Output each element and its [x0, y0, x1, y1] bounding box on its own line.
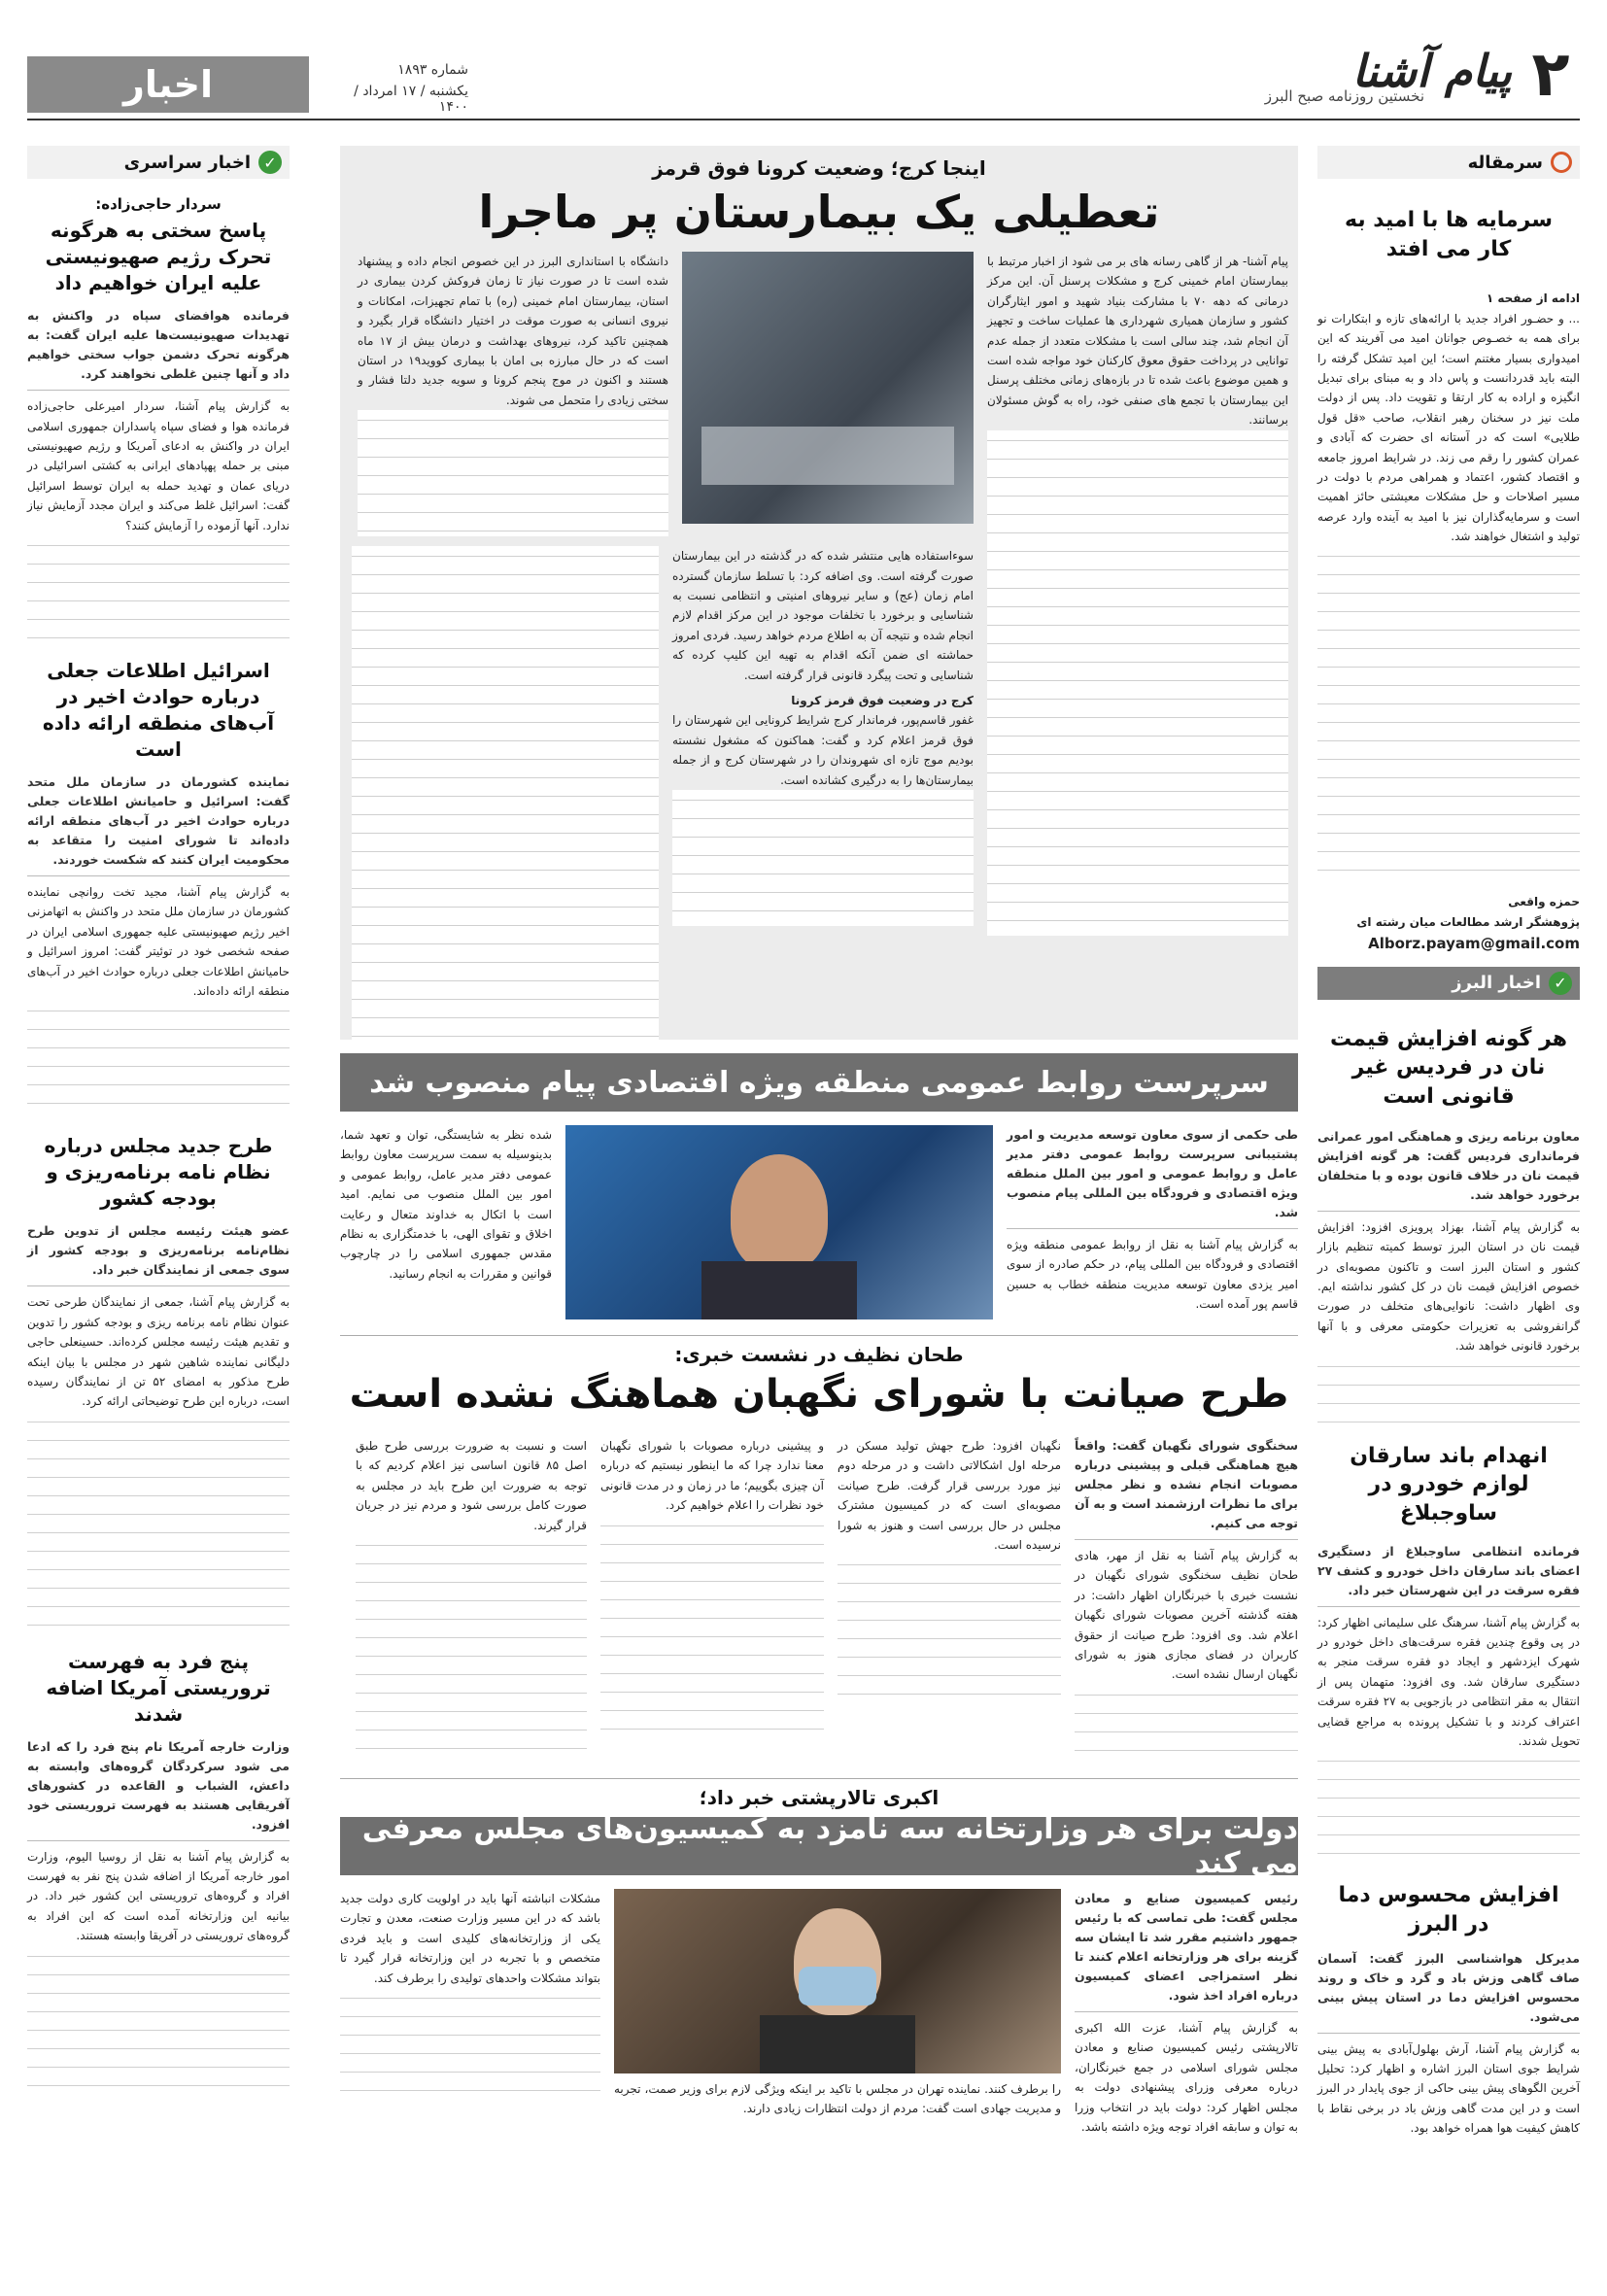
- editorial-label: سرمقاله: [1467, 152, 1543, 173]
- story1-box: [340, 146, 1298, 1040]
- alborz-story2-lead: فرمانده انتظامی ساوجبلاغ از دستگیری اعضای باند سارقان داخل خودرو و کشف ۲۷ فقره سرقت در این شهرستان خبر داد.: [1317, 1542, 1580, 1607]
- nation-story3-lead: عضو هیئت رئیسه مجلس از تدوین طرح نظام‌نامه برنامه‌ریزی و بودجه کشور از سوی جمعی از نمایندگان خبر داد.: [27, 1221, 290, 1286]
- checkmark-icon: ✓: [1549, 972, 1572, 995]
- story3-kicker: طحان نظیف در نشست خبری:: [674, 1343, 964, 1366]
- story2-col-a: [1007, 1125, 1298, 1319]
- story4-divider: [340, 1778, 1298, 1779]
- nation-story2-filler: [27, 1001, 290, 1117]
- section-title: اخبار: [27, 56, 309, 113]
- story4-body-c: مشکلات انباشته آنها باید در اولویت کاری دولت جدید باشد که در این مسیر وزارت صنعت، معدن و تجارت یکی از وزارتخانه‌های کلیدی است و باید فردی متخصص و با تجربه در این وزارتخانه قرار گیرد تا بتواند مشکلات واحدهای تولیدی را برطرف کند.: [340, 1892, 600, 1985]
- nation-story4-title: پنج فرد به فهرست تروریستی آمریکا اضافه شدند: [46, 1649, 271, 1726]
- center-column: [340, 146, 1298, 2151]
- nation-story4-lead: وزارت خارجه آمریکا نام پنج فرد را که ادعا می شود سرکردگان گروه‌های وابسته به داعش، الشباب و القاعده در کشورهای آفریقایی هستند به فهرست تروریستی خود افزود.: [27, 1737, 290, 1841]
- left-column: [27, 146, 290, 2092]
- story1-kicker: اینجا کرج؛ وضعیت کرونا فوق قرمز: [652, 156, 986, 180]
- story2-body-a: به گزارش پیام آشنا به نقل از روابط عمومی منطقه ویژه اقتصادی و فرودگاه بین المللی پیام، در حکم صادره از سوی امیر یزدی معاون توسعه مدیریت منطقه خطاب به حسین قاسم پور آمده است.: [1007, 1238, 1298, 1312]
- nation-story2-lead: نماینده کشورمان در سازمان ملل متحد گفت: اسرائیل و حامیانش اطلاعات جعلی درباره حوادث اخیر در آب‌های منطقه ارائه داده‌اند تا شورای امنیت را متقاعد به محکومیت ایران کنند که شکست خوردند.: [27, 772, 290, 876]
- story4-col-bc: [614, 1889, 1061, 2151]
- editorial-title: سرمایه ها با امید به کار می افتد: [1345, 208, 1553, 261]
- nation-story2-body: به گزارش پیام آشنا، مجید تخت روانچی نماینده کشورمان در سازمان ملل متحد در واکنش به اتهامزنی اخیر رژیم صهیونیستی علیه جمهوری اسلامی ایران در صفحه شخصی خود در توئیتر گفت: امروز اسرائیل و حامیانش اطلاعات جعلی درباره حوادث اخیر در آب‌های منطقه ارائه داده‌اند.: [27, 884, 290, 998]
- issue-number: شماره ۱۸۹۳: [397, 62, 468, 78]
- story3-col-b-filler: [838, 1555, 1061, 1710]
- story3-lead: سخنگوی شورای نگهبان گفت: واقعاً هیچ هماهنگی قبلی و پیشینی درباره مصوبات انجام نشده و نظر مجلس برای ما نظرات ارزشمند است و به آن توجه می کنیم.: [1075, 1436, 1298, 1540]
- story3-body-d: است و نسبت به ضرورت بررسی طرح طبق اصل ۸۵ قانون اساسی نیز اعلام کردیم که با توجه به ضرورت این طرح باید در مجلس به صورت کامل بررسی شود و مردم نیز در جریان قرار گیرند.: [356, 1439, 587, 1532]
- story2-title-banner: [340, 1053, 1298, 1112]
- alborz-story3-body: به گزارش پیام آشنا، آرش بهلول‌آبادی به پیش بینی شرایط جوی استان البرز اشاره و اظهار کرد: تحلیل آخرین الگوهای پیش بینی حاکی از جوی پایدار در البرز است و در این مدت گاهی وزش باد در برخی نقاط با کاهش کیفیت هوا همراه خواهد بود.: [1317, 2041, 1580, 2136]
- nation-story4-filler: [27, 1946, 290, 2092]
- appointee-portrait-photo: [565, 1125, 993, 1319]
- story1-columns: [350, 252, 1288, 1051]
- editorial-header: [1317, 146, 1580, 179]
- story4-col-d-filler: [340, 1988, 600, 2105]
- alborz-story3-lead: مدیرکل هواشناسی البرز گفت: آسمان صاف گاهی وزش باد و گرد و خاک و روند محسوس افزایش دما در استان پیش بینی می‌شود.: [1317, 1949, 1580, 2034]
- masked-official-photo: [614, 1889, 1061, 2073]
- story3-divider: [340, 1335, 1298, 1336]
- tagline: نخستین روزنامه صبح البرز: [1264, 87, 1424, 105]
- nation-story1-filler: [27, 535, 290, 642]
- editorial-email: Alborz.payam@gmail.com: [1368, 935, 1580, 953]
- story4-title-banner: [340, 1812, 1298, 1880]
- editorial-author-role: پژوهشگر ارشد مطالعات میان رشته ای: [1356, 914, 1580, 929]
- newspaper-logo: پیام آشنا: [1351, 45, 1512, 97]
- story3-col-c-filler: [600, 1516, 824, 1730]
- story2-col-b: [340, 1125, 552, 1319]
- nation-story3-filler: [27, 1412, 290, 1635]
- alborz-story1-filler: [1317, 1356, 1580, 1424]
- editorial-body-filler: [1317, 546, 1580, 886]
- masthead: [27, 39, 1580, 124]
- story4-lead: رئیس کمیسیون صنایع و معادن مجلس گفت: طی تماسی که با رئیس جمهور داشتیم مقرر شد تا ایشان سه گزینه برای هر وزارتخانه اعلام کنند تا نظر استمزاجی اعضای کمیسیون درباره افراد اخذ شود.: [1075, 1889, 1298, 2012]
- story3-col-b: [838, 1436, 1061, 1766]
- story4-col-a: [1075, 1889, 1298, 2151]
- story4-kicker: اکبری تالارپشتی خبر داد؛: [699, 1786, 940, 1809]
- story3-body-c: و پیشینی درباره مصوبات با شورای نگهبان معنا ندارد چرا که ما اینطور نیستیم که درباره آن چیزی بگوییم؛ ما در زمان و در مدت قانونی خود نظرات را اعلام خواهیم کرد.: [600, 1439, 824, 1513]
- story3-columns: [340, 1436, 1298, 1766]
- story1-col-e: [352, 546, 659, 1051]
- story1-bottom-row: [352, 546, 974, 1051]
- story3-col-a: [1075, 1436, 1298, 1766]
- story3-body-b: نگهبان افزود: طرح جهش تولید مسکن در مرحله اول اشکالاتی داشت و در مرحله دوم نیز مورد بررسی قرار گرفت. طرح صیانت مصوبه‌ای است که در کمیسیون مشترک مجلس در حال بررسی است و هنوز به شورا نرسیده است.: [838, 1439, 1061, 1552]
- target-icon: [1551, 152, 1572, 173]
- story3-col-a-filler: [1075, 1685, 1298, 1753]
- nation-story1-title: پاسخ سختی به هرگونه تحرک رژیم صهیونیستی علیه ایران خواهیم داد: [45, 219, 272, 295]
- alborz-story2-filler: [1317, 1751, 1580, 1868]
- masthead-rule: [27, 119, 1580, 120]
- alborz-story2-title: انهدام باند سارقان لوازم خودرو در ساوجبلاغ: [1350, 1443, 1548, 1525]
- story1-col-bc: [352, 252, 974, 1051]
- nation-story3-body: به گزارش پیام آشنا، جمعی از نمایندگان طرحی تحت عنوان نظام نامه برنامه ریزی و بودجه کشور را تدوین و تقدیم هیئت رئیسه مجلس کرده‌اند. حسینعلی حاجی دلیگانی نماینده شاهین شهر در مجلس با بیان اینکه طرح مذکور به امضای ۵۲ تن از نمایندگان رسیده است، درباره این طرح توضیحاتی ارائه کرد.: [27, 1295, 290, 1409]
- issue-date: یکشنبه / ۱۷ امرداد / ۱۴۰۰: [354, 84, 468, 115]
- story4-title: دولت برای هر وزارتخانه سه نامزد به کمیسیون‌های مجلس معرفی می کند: [361, 1812, 1298, 1880]
- story1-body-d: غفور قاسم‌پور، فرماندار کرج شرایط کرونایی این شهرستان را فوق قرمز اعلام کرد و گفت: هماکنون که مشغول نشسته بودیم موج تازه ای شهروندان را در شهرستان کرج و از جمله بیمارستان‌ها را به درگیری کشانده است.: [672, 713, 974, 787]
- story4-col-d: [340, 1889, 600, 2151]
- nation-story4-body: به گزارش پیام آشنا به نقل از روسیا الیوم، وزارت امور خارجه آمریکا از اضافه شدن پنج نفر به فهرست افراد و گروه‌های تروریستی این کشور خبر داد. در بیانیه این وزارتخانه آمده است که این افراد به گروه‌های تروریستی در آفریقا وابسته هستند.: [27, 1849, 290, 1943]
- alborz-story2-body: به گزارش پیام آشنا، سرهنگ علی سلیمانی اظهار کرد: در پی وقوع چندین فقره سرقت‌های داخل خودرو در شهرک ایزدشهر و ایجاد دو فقره سرقت منجر به دستگیری سارقان شد. وی افزود: متهمان پس از انتقال به مقر انتظامی در بازجویی به ۲۷ فقره سرقت اعتراف کردند و با تشکیل پرونده به مراجع قضایی تحویل شدند.: [1317, 1615, 1580, 1748]
- story1-title: تعطیلی یک بیمارستان پر ماجرا: [478, 186, 1160, 238]
- story2-title: سرپرست روابط عمومی منطقه ویژه اقتصادی پیام منصوب شد: [369, 1065, 1269, 1100]
- alborz-story1-lead: معاون برنامه ریزی و هماهنگی امور عمرانی فرمانداری فردیس گفت: هر گونه افزایش قیمت نان در خلاف قانون بوده و با متخلفان برخورد خواهد شد.: [1317, 1127, 1580, 1212]
- nation-story1-lead: فرمانده هوافضای سپاه در واکنش به تهدیدات صهیونیست‌ها علیه ایران گفت: به هرگونه تحرک دشمن جواب سختی خواهیم داد و آنها چنین غلطی نخواهند کرد.: [27, 306, 290, 391]
- nation-story1-kicker: سردار حاجی‌زاده:: [95, 195, 222, 213]
- story3-body-a: به گزارش پیام آشنا به نقل از مهر، هادی طحان نظیف سخنگوی شورای نگهبان در نشست خبری با خبرنگاران اظهار داشت: در هفته گذشته آخرین مصوبات شورای نگهبان اعلام شد. وی افزود: طرح صیانت از حقوق کاربران در فضای مجازی هنوز به شورای نگهبان ارسال نشده است.: [1075, 1549, 1298, 1682]
- story1-col-e-filler: [352, 546, 659, 1051]
- story3-title: طرح صیانت با شورای نگهبان هماهنگ نشده است: [349, 1372, 1289, 1417]
- story1-body-a: پیام آشنا- هر از گاهی رسانه های بر می شود از اخبار مرتبط با بیمارستان امام خمینی کرج و مشکلات پرسنل آن. این مرکز درمانی که دهه ۷۰ با مشارکت بنیاد شهید و امور ایثارگران کشور و سازمان همیاری شهرداری ها عملیات ساخت و تجهیز آن انجام شد، چند سالی است با مشکلات متعدد از جمله عدم توانایی در پرداخت حقوق معوق کارکنان خود مواجه شده است و همین موضوع باعث شده تا در بازه‌های زمانی مختلف پرسنل این بیمارستان با تجمع های صنفی خود، راه به گوش مسئولان برسانند.: [987, 255, 1288, 428]
- alborz-story3-title: افزایش محسوس دما در البرز: [1338, 1883, 1559, 1937]
- story3-col-d-filler: [356, 1535, 587, 1749]
- nationwide-news-header: [27, 146, 290, 179]
- alborz-news-header: [1317, 967, 1580, 1000]
- story3-col-c: [600, 1436, 824, 1766]
- story4-body-b: را برطرف کنند. نماینده تهران در مجلس با تاکید بر اینکه ویژگی لازم برای وزیر صمت، تجربه و مدیریت جهادی است گفت: مردم از دولت انتظارات زیادی دارند.: [614, 2082, 1061, 2116]
- story4-row: [340, 1889, 1298, 2151]
- nation-story2-title: اسرائیل اطلاعات جعلی درباره حوادث اخیر در آب‌های منطقه ارائه داده است: [42, 658, 275, 761]
- alborz-news-label: اخبار البرز: [1452, 973, 1541, 994]
- editorial-continued: ادامه از صفحه ۱: [1486, 291, 1580, 306]
- story2-lead: طی حکمی از سوی معاون توسعه مدیریت و امور پشتیبانی سرپرست روابط عمومی دفتر مدیر عامل و روابط عمومی و امور بین الملل منطقه ویژه اقتصادی و فرودگاه بین المللی پیام منصوب شد.: [1007, 1125, 1298, 1229]
- story4-body-a: به گزارش پیام آشنا، عزت الله اکبری تالارپشتی رئیس کمیسیون صنایع و معادن مجلس شورای اسلامی در جمع خبرنگاران، درباره معرفی وزرای پیشنهادی دولت به مجلس اظهار کرد: دولت باید در انتخاب وزرا به توان و سابقه افراد توجه ویژه داشته باشد.: [1075, 2021, 1298, 2134]
- editorial-body: ... و حضـور افراد جدید با ارائه‌های تازه و ابتکارات نو برای همه به خصـوص جوانان امید می آفریند که این امیدواری بسیار مغتنم است؛ این امید تشکل گرفته را البته باید قدردانست و پاس داد و به مبنای برای تبدیل انگیزه و اراده به کار ارتقا و تقویت داد. پس از دولت ملت نیز در سخنان رهبر انقلاب، صاحب «قل قول طلایی» است که در آستانه ای حضرت که آبادی و عمران کشور را رقم می زند. در شرایط امروز جامعه و اقتصاد کشور، اعتماد و همراهی مردم با دولت در مسیر اصلاحات و حل مشکلات معیشتی حائز اهمیت است و سرمایه‌گذاران نیز با امید به آینده وارد عرصه تولید و اشتغال خواهند شد.: [1317, 311, 1580, 544]
- alborz-story1-title: هر گونه افزایش قیمت نان در فردیس غیر قانونی است: [1329, 1026, 1568, 1110]
- nation-story3-title: طرح جدید مجلس درباره نظام نامه برنامه‌ریزی و بودجه کشور: [44, 1134, 273, 1211]
- hospital-ward-photo: [682, 252, 974, 524]
- page-number: ۲: [1531, 39, 1570, 111]
- story3-col-d: [356, 1436, 587, 1766]
- story1-col-b: [672, 546, 974, 1051]
- editorial-author: حمزه واقعی: [1508, 895, 1580, 909]
- story2-body-b: شده نظر به شایستگی، توان و تعهد شما، بدینوسیله به سمت سرپرست معاون روابط عمومی دفتر مدیر عامل، روابط عمومی و امور بین الملل منصوب می نمایم. امید است با اتکال به خداوند متعال و رعایت اخلاق و تقوای الهی، با خدمتگزاری به نظام مقدس جمهوری اسلامی را در چارچوب قوانین و مقررات به انجام رسانید.: [340, 1128, 552, 1281]
- story1-col-c: [358, 252, 668, 536]
- story2-row: [340, 1125, 1298, 1319]
- story1-col-b-filler: [672, 790, 974, 926]
- checkmark-icon: ✓: [258, 151, 282, 174]
- alborz-story1-body: به گزارش پیام آشنا، بهزاد پرویزی افزود: افزایش قیمت نان در استان البرز توسط کمیته تنظیم بازار کشور و استان البرز است و تاکنون مصوبه‌ای در خصوص افزایش قیمت نان در کل کشور نداشته ایم. وی اظهار داشت: نانوایی‌های متخلف در صورت گرانفروشی به تعزیرات حکومتی معرفی و با آنها برخورد قانونی خواهد شد.: [1317, 1219, 1580, 1354]
- issue-info: [319, 56, 474, 113]
- story1-col-a-filler: [987, 430, 1288, 936]
- nation-story1-body: به گزارش پیام آشنا، سردار امیرعلی حاجی‌زاده فرمانده هوا و فضای سپاه پاسداران جمهوری اسلامی ایران در واکنش به ادعای آمریکا و رژیم صهیونیستی مبنی بر حمله پهپادهای ایرانی به کشتی اسرائیلی در دریای عمان و تهدید حمله به ایران توسط اسرائیل گفت: اسرائیل غلط می‌کند و ایران مجدد آزمایش نیاز ندارد. آنها آزموده را آزمایش کنند؟: [27, 399, 290, 532]
- story1-subhead: کرج در وضعیت فوق قرمز کرونا: [791, 693, 974, 707]
- story1-top-row: [352, 252, 974, 536]
- story1-body-c: دانشگاه با استانداری البرز در این خصوص انجام داده و پیشنهاد شده است تا در صورت نیاز تا زمان فروکش کردن بیماری در استان، بیمارستان امام خمینی (ره) با تمام تجهیزات، امکانات و نیروی انسانی به صورت موقت در اختیار دانشگاه قرار بگیرد و همچنین تاکید کرد، نیروهای بهداشت و درمان بیش از ۱۷ ماه است که در حال مبارزه بی امان با بیماری کووید۱۹ در استان هستند و اکنون در موج پنجم کرونا و سویه جدید دلتا فشار و سختی زیادی را متحمل می شوند.: [358, 255, 669, 407]
- story1-col-a: [987, 252, 1288, 1051]
- story1-body-b: سوءاستفاده هایی منتشر شده که در گذشته در این بیمارستان صورت گرفته است. وی اضافه کرد: با تسلط سازمان گسترده امام زمان (عج) و سایر نیروهای امنیتی و انتظامی نسبت به شناسایی و برخورد با تخلفات موجود در این مرکز اقدام لازم انجام شده و نتیجه آن به اطلاع مردم خواهد رسید. فردی امروز حماشته ای ضمن آنکه اقدام به تهیه این کلیپ کرده که شناسایی و تحت پیگرد قانونی قرار گرفته است.: [672, 549, 974, 682]
- nationwide-news-label: اخبار سراسری: [123, 152, 251, 173]
- right-column: [1317, 146, 1580, 2139]
- story1-col-c-filler: [358, 410, 668, 536]
